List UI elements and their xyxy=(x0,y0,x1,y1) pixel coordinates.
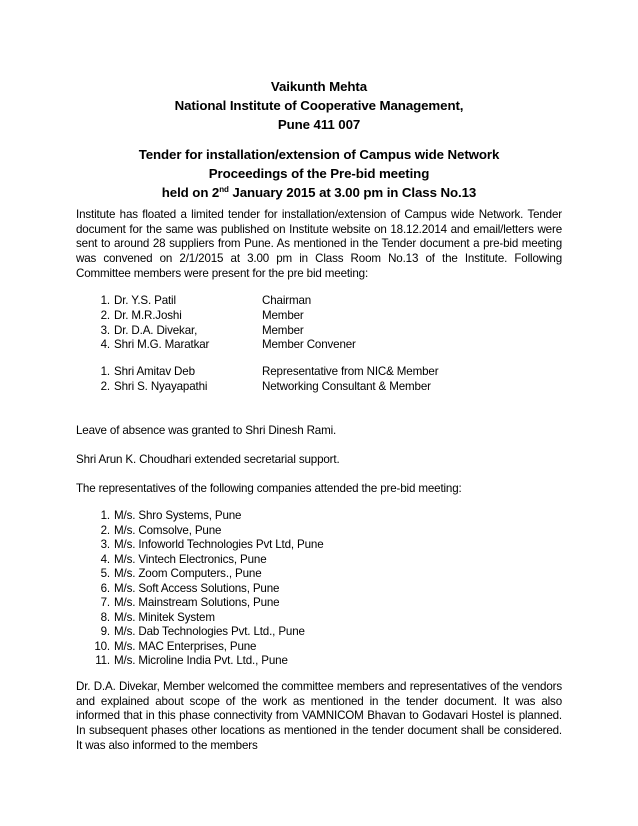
list-number: 1. xyxy=(100,294,110,307)
list-number: 1. xyxy=(100,509,110,522)
list-number: 5. xyxy=(100,567,110,580)
meeting-date-post: January 2015 at 3.00 pm in Class No.13 xyxy=(228,185,477,200)
list-number: 1. xyxy=(100,365,110,378)
company-name: M/s. Shro Systems, Pune xyxy=(114,509,242,522)
list-number: 4. xyxy=(100,552,110,566)
tender-title: Tender for installation/extension of Campus wide Network xyxy=(138,147,500,162)
secretarial-support: Shri Arun K. Choudhari extended secretarial support. xyxy=(76,453,340,466)
company-name: M/s. Zoom Computers., Pune xyxy=(114,567,262,580)
member-role: Member xyxy=(262,309,304,322)
member-role: Representative from NIC& Member xyxy=(262,365,439,378)
list-number: 7. xyxy=(100,596,110,609)
list-number: 6. xyxy=(100,581,110,595)
company-name: M/s. Dab Technologies Pvt. Ltd., Pune xyxy=(114,625,305,638)
meeting-date-pre: held on 2 xyxy=(161,185,220,200)
list-number: 3. xyxy=(100,538,110,551)
member-name: Dr. M.R.Joshi xyxy=(114,309,182,322)
list-number: 8. xyxy=(100,610,110,624)
company-name: M/s. Vintech Electronics, Pune xyxy=(114,552,267,566)
member-name: Dr. D.A. Divekar, xyxy=(114,323,198,337)
intro-paragraph: Institute has floated a limited tender for installation/extension of Campus wide Network. Tender document for the same was published on Institute website on 18.12.2014 and email/letters were sent to around 28 suppliers from Pune. As mentioned in the Tender document a pre-bid meeting was convened on 2/1/2015 at 3.00 pm in Class Room No.13 of the Institute. Following Committee members were present for the pre bid meeting: xyxy=(76,208,562,280)
member-name: Shri M.G. Maratkar xyxy=(114,338,210,351)
company-name: M/s. Infoworld Technologies Pvt Ltd, Pune xyxy=(114,538,324,551)
institute-address: Pune 411 007 xyxy=(277,117,361,132)
list-number: 4. xyxy=(100,338,110,351)
institute-name-line1: Vaikunth Mehta xyxy=(270,79,368,94)
meeting-date-sup: nd xyxy=(219,185,229,194)
leave-of-absence: Leave of absence was granted to Shri Dinesh Rami. xyxy=(76,424,337,437)
company-name: M/s. MAC Enterprises, Pune xyxy=(114,639,257,653)
closing-paragraph: Dr. D.A. Divekar, Member welcomed the committee members and representatives of the vendors and explained about scope of the work as mentioned in the tender document. It was also informed that in this phase connectivity from VAMNICOM Bhavan to Godavari Hostel is planned. In subsequent phases other locations as mentioned in the tender document shall be considered. It was also informed to the members xyxy=(76,680,562,752)
member-role: Member xyxy=(262,323,304,337)
proceedings-title: Proceedings of the Pre-bid meeting xyxy=(208,166,430,181)
list-number: 2. xyxy=(100,380,110,393)
member-name: Dr. Y.S. Patil xyxy=(114,294,176,307)
company-name: M/s. Minitek System xyxy=(114,610,215,624)
institute-name-line2: National Institute of Cooperative Management, xyxy=(174,98,464,113)
list-number: 10. xyxy=(94,639,110,653)
company-name: M/s. Microline India Pvt. Ltd., Pune xyxy=(114,654,288,667)
company-name: M/s. Comsolve, Pune xyxy=(114,523,222,537)
list-number: 2. xyxy=(100,523,110,537)
company-name: M/s. Mainstream Solutions, Pune xyxy=(114,596,280,609)
member-role: Chairman xyxy=(262,294,312,307)
member-name: Shri Amitav Deb xyxy=(114,365,195,378)
companies-intro: The representatives of the following companies attended the pre-bid meeting: xyxy=(76,482,462,495)
company-name: M/s. Soft Access Solutions, Pune xyxy=(114,581,280,595)
list-number: 2. xyxy=(100,309,110,322)
list-number: 9. xyxy=(100,625,110,638)
member-role: Member Convener xyxy=(262,338,356,351)
list-number: 3. xyxy=(100,323,110,337)
member-name: Shri S. Nyayapathi xyxy=(114,380,208,393)
member-role: Networking Consultant & Member xyxy=(262,380,431,393)
list-number: 11. xyxy=(95,654,110,667)
meeting-date-line xyxy=(0,183,638,202)
